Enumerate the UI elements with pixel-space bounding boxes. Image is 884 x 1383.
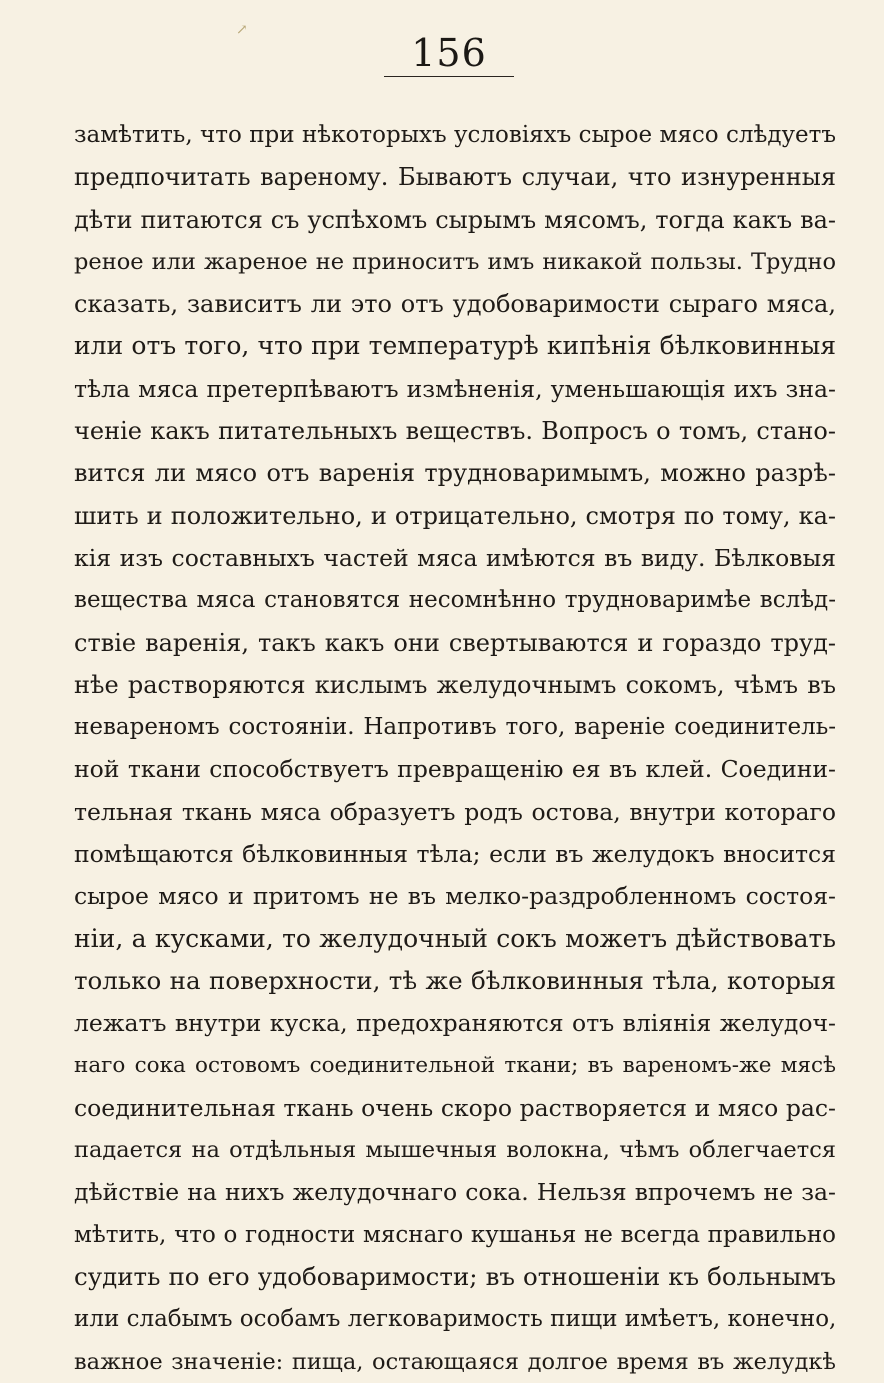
text-line: сказать, зависитъ ли это отъ удобоваримости сыраго мяса, bbox=[74, 290, 836, 319]
text-line: падается на отдѣльныя мышечныя волокна, чѣмъ облегчается bbox=[74, 1137, 836, 1164]
text-line: ченіе какъ питательныхъ веществъ. Вопросъ о томъ, стано- bbox=[74, 417, 836, 446]
text-line: тельная ткань мяса образуетъ родъ остова, внутри котораго bbox=[74, 797, 836, 826]
text-line: судить по его удобоваримости; въ отношеніи къ больнымъ bbox=[74, 1262, 836, 1292]
page-number-rule bbox=[384, 76, 514, 77]
text-line: вится ли мясо отъ варенія трудноваримымъ, можно разрѣ- bbox=[74, 459, 836, 488]
text-line: только на поверхности, тѣ же бѣлковинныя тѣла, которыя bbox=[74, 965, 836, 995]
text-line: помѣщаются бѣлковинныя тѣла; если въ желудокъ вносится bbox=[74, 840, 836, 869]
text-line: важное значеніе: пища, остающаяся долгое время въ желудкѣ bbox=[74, 1348, 836, 1375]
text-line: ніи, а кусками, то желудочный сокъ можетъ дѣйствовать bbox=[74, 923, 836, 953]
text-line: предпочитать вареному. Бываютъ случаи, что изнуренныя bbox=[74, 163, 836, 192]
text-line: замѣтить, что при нѣкоторыхъ условіяхъ сырое мясо слѣдуетъ bbox=[74, 122, 836, 148]
text-line: нѣе растворяются кислымъ желудочнымъ сокомъ, чѣмъ въ bbox=[74, 670, 836, 699]
text-line: соединительная ткань очень скоро растворяется и мясо рас- bbox=[74, 1093, 836, 1122]
text-line: лежатъ внутри куска, предохраняются отъ вліянія желудоч- bbox=[74, 1009, 836, 1038]
body-text bbox=[74, 114, 836, 1383]
text-line: или отъ того, что при температурѣ кипѣнія бѣлковинныя bbox=[74, 331, 836, 361]
text-line: наго сока остовомъ соединительной ткани; въ вареномъ-же мясѣ bbox=[74, 1052, 836, 1078]
text-line: невареномъ состояніи. Напротивъ того, вареніе соединитель- bbox=[74, 714, 836, 741]
text-line: дѣйствіе на нихъ желудочнаго сока. Нельзя впрочемъ не за- bbox=[74, 1178, 836, 1207]
text-line: ной ткани способствуетъ превращенію ея въ клей. Соедини- bbox=[74, 755, 836, 784]
text-line: ствіе варенія, такъ какъ они свертываются и гораздо труд- bbox=[74, 628, 836, 657]
text-line: тѣла мяса претерпѣваютъ измѣненія, уменьшающія ихъ зна- bbox=[74, 374, 836, 403]
page-number: 156 bbox=[411, 31, 487, 75]
text-line: кія изъ составныхъ частей мяса имѣются въ виду. Бѣлковыя bbox=[74, 543, 836, 572]
text-line: мѣтить, что о годности мяснаго кушанья не всегда правильно bbox=[74, 1221, 836, 1248]
corner-pencil-mark: ↗ bbox=[236, 22, 248, 38]
text-line: сырое мясо и притомъ не въ мелко-раздробленномъ состоя- bbox=[74, 882, 836, 911]
text-line: вещества мяса становятся несомнѣнно трудноваримѣе вслѣд- bbox=[74, 587, 836, 614]
text-line: шить и положительно, и отрицательно, смотря по тому, ка- bbox=[74, 501, 836, 530]
text-line: или слабымъ особамъ легковаримость пищи имѣетъ, конечно, bbox=[74, 1306, 836, 1333]
text-line: дѣти питаются съ успѣхомъ сырымъ мясомъ, тогда какъ ва- bbox=[74, 205, 836, 234]
text-line: реное или жареное не приноситъ имъ никакой пользы. Трудно bbox=[74, 248, 836, 275]
